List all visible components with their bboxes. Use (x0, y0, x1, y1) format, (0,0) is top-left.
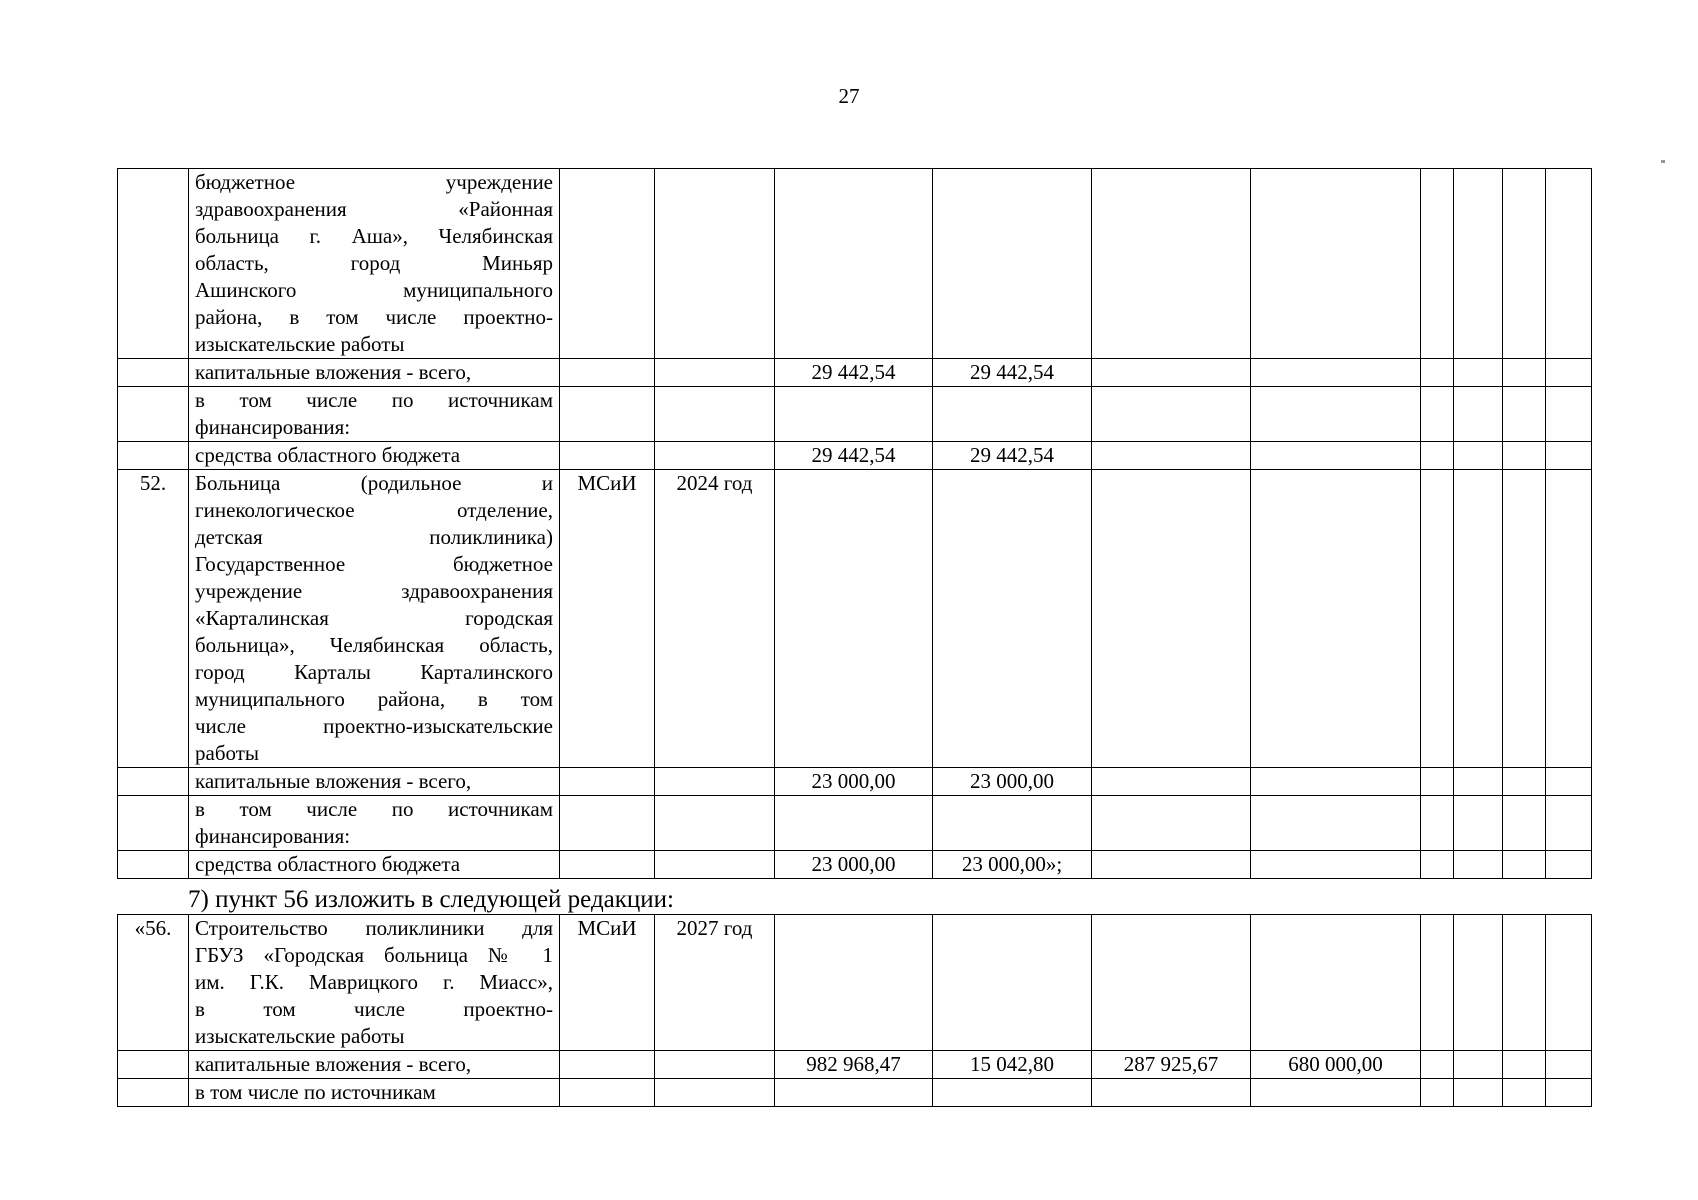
cell-amount: 29 442,54 (775, 359, 933, 387)
cell-agency (560, 1051, 655, 1079)
cell-item-number (118, 442, 189, 470)
cell-amount (1421, 169, 1454, 359)
cell-amount (1251, 169, 1421, 359)
cell-amount (1092, 851, 1251, 879)
cell-amount (1546, 169, 1592, 359)
table-row (118, 851, 1592, 879)
cell-description (189, 768, 560, 796)
cell-item-number (118, 796, 189, 851)
cell-amount (1503, 442, 1546, 470)
cell-completion-year (655, 851, 775, 879)
cell-completion-year (655, 359, 775, 387)
table-row (118, 1051, 1592, 1079)
cell-amount (1421, 915, 1454, 1051)
description-line: бюджетное учреждение (195, 170, 553, 194)
cell-amount (1454, 442, 1503, 470)
description-line: гинекологическое отделение, (195, 498, 553, 522)
cell-amount (1421, 442, 1454, 470)
cell-amount (1421, 796, 1454, 851)
cell-amount: 29 442,54 (775, 442, 933, 470)
cell-amount: 15 042,80 (933, 1051, 1092, 1079)
description-line: в том числе по источникам (195, 797, 553, 821)
description-line: Больница (родильное и (195, 471, 553, 495)
cell-amount: 982 968,47 (775, 1051, 933, 1079)
cell-amount (1092, 915, 1251, 1051)
cell-amount (1421, 387, 1454, 442)
description-line: числе проектно-изыскательские (195, 714, 553, 738)
cell-amount (1421, 851, 1454, 879)
cell-amount (1421, 359, 1454, 387)
description-line: средства областного бюджета (195, 852, 461, 876)
description-line: Строительство поликлиники для (195, 916, 553, 940)
cell-amount (1454, 796, 1503, 851)
cell-item-number (118, 169, 189, 359)
table-row (118, 796, 1592, 851)
cell-amount (1454, 359, 1503, 387)
cell-description (189, 442, 560, 470)
cell-amount (1421, 768, 1454, 796)
description-line: в том числе по источникам (195, 388, 553, 412)
cell-amount (933, 470, 1092, 768)
cell-amount (1503, 796, 1546, 851)
table-row (118, 470, 1592, 768)
cell-amount (1092, 169, 1251, 359)
cell-amount (1421, 1051, 1454, 1079)
description-line: в том числе по источникам (195, 1080, 436, 1104)
description-line: капитальные вложения - всего, (195, 360, 472, 384)
description-line: капитальные вложения - всего, (195, 769, 472, 793)
cell-amount (775, 915, 933, 1051)
cell-agency (560, 387, 655, 442)
cell-amount (1454, 1051, 1503, 1079)
cell-amount (933, 915, 1092, 1051)
cell-agency: МСиИ (560, 470, 655, 768)
cell-amount: 29 442,54 (933, 359, 1092, 387)
cell-item-number (118, 387, 189, 442)
cell-amount (1092, 442, 1251, 470)
cell-description (189, 470, 560, 768)
cell-amount: 23 000,00 (933, 768, 1092, 796)
description-line: ГБУЗ «Городская больница № 1 (195, 943, 553, 967)
investment-table-part-2 (117, 914, 1592, 1107)
cell-amount (1546, 442, 1592, 470)
table-row (118, 915, 1592, 1051)
description-line: в том числе проектно- (195, 997, 553, 1021)
description-line: больница г. Аша», Челябинская (195, 224, 553, 248)
cell-description (189, 387, 560, 442)
description-line: город Карталы Карталинского (195, 660, 553, 684)
description-line: работы (195, 741, 260, 765)
cell-item-number (118, 1051, 189, 1079)
cell-amount (1251, 1079, 1421, 1107)
scan-artifact-dot (1661, 160, 1665, 163)
cell-amount (1503, 387, 1546, 442)
cell-agency: МСиИ (560, 915, 655, 1051)
page-number: 27 (838, 84, 860, 108)
table-row (118, 387, 1592, 442)
cell-agency (560, 796, 655, 851)
cell-item-number (118, 1079, 189, 1107)
cell-amount (933, 1079, 1092, 1107)
cell-completion-year: 2027 год (655, 915, 775, 1051)
table-row (118, 169, 1592, 359)
cell-amount (1251, 796, 1421, 851)
cell-agency (560, 768, 655, 796)
description-line: муниципального района, в том (195, 687, 553, 711)
cell-amount (1092, 359, 1251, 387)
cell-amount (1454, 851, 1503, 879)
description-line: средства областного бюджета (195, 443, 461, 467)
cell-amount: 23 000,00 (775, 851, 933, 879)
cell-amount (1454, 169, 1503, 359)
cell-agency (560, 851, 655, 879)
cell-agency (560, 442, 655, 470)
cell-completion-year (655, 169, 775, 359)
description-line: Государственное бюджетное (195, 552, 553, 576)
cell-completion-year (655, 768, 775, 796)
cell-completion-year (655, 387, 775, 442)
cell-amount (1454, 915, 1503, 1051)
cell-description (189, 915, 560, 1051)
table-row (118, 768, 1592, 796)
cell-amount (1546, 1051, 1592, 1079)
cell-completion-year (655, 1079, 775, 1107)
cell-amount (1251, 470, 1421, 768)
description-line: финансирования: (195, 824, 351, 848)
table-row (118, 442, 1592, 470)
cell-amount: 29 442,54 (933, 442, 1092, 470)
cell-amount (1503, 915, 1546, 1051)
table-row (118, 1079, 1592, 1107)
cell-amount (1092, 1079, 1251, 1107)
cell-amount (1503, 169, 1546, 359)
cell-amount (775, 796, 933, 851)
amendment-heading: 7) пункт 56 изложить в следующей редакции: (188, 886, 674, 913)
cell-amount (933, 796, 1092, 851)
cell-description (189, 851, 560, 879)
cell-description (189, 169, 560, 359)
cell-completion-year: 2024 год (655, 470, 775, 768)
description-line: изыскательские работы (195, 1024, 405, 1048)
cell-item-number: 52. (118, 470, 189, 768)
cell-amount (1092, 796, 1251, 851)
cell-description (189, 1051, 560, 1079)
cell-amount (1503, 851, 1546, 879)
cell-amount (1421, 1079, 1454, 1107)
cell-completion-year (655, 1051, 775, 1079)
cell-amount (1546, 387, 1592, 442)
cell-amount (933, 387, 1092, 442)
cell-item-number (118, 768, 189, 796)
cell-amount (775, 169, 933, 359)
description-line: «Карталинская городская (195, 606, 553, 630)
cell-amount: 23 000,00 (775, 768, 933, 796)
cell-amount (1092, 470, 1251, 768)
cell-completion-year (655, 796, 775, 851)
description-line: здравоохранения «Районная (195, 197, 553, 221)
cell-amount (1454, 470, 1503, 768)
cell-amount (1546, 470, 1592, 768)
description-line: Ашинского муниципального (195, 278, 553, 302)
cell-amount (1546, 851, 1592, 879)
description-line: область, город Миньяр (195, 251, 553, 275)
cell-description (189, 1079, 560, 1107)
cell-amount (1503, 470, 1546, 768)
cell-amount (775, 1079, 933, 1107)
cell-completion-year (655, 442, 775, 470)
description-line: больница», Челябинская область, (195, 633, 553, 657)
cell-item-number (118, 851, 189, 879)
cell-item-number: «56. (118, 915, 189, 1051)
cell-amount (1503, 768, 1546, 796)
cell-agency (560, 1079, 655, 1107)
cell-item-number (118, 359, 189, 387)
cell-amount (1251, 359, 1421, 387)
cell-amount (1454, 387, 1503, 442)
cell-amount (1503, 359, 1546, 387)
cell-amount (1546, 359, 1592, 387)
description-line: детская поликлиника) (195, 525, 553, 549)
cell-amount (933, 169, 1092, 359)
cell-amount (1546, 768, 1592, 796)
cell-amount (1546, 796, 1592, 851)
cell-amount: 23 000,00»; (933, 851, 1092, 879)
table-row (118, 359, 1592, 387)
cell-amount (775, 387, 933, 442)
cell-amount (1546, 1079, 1592, 1107)
description-line: учреждение здравоохранения (195, 579, 553, 603)
cell-amount (1503, 1051, 1546, 1079)
cell-agency (560, 359, 655, 387)
cell-amount (1454, 1079, 1503, 1107)
description-line: капитальные вложения - всего, (195, 1052, 472, 1076)
description-line: изыскательские работы (195, 332, 405, 356)
cell-amount: 680 000,00 (1251, 1051, 1421, 1079)
cell-amount (1546, 915, 1592, 1051)
cell-amount (1251, 442, 1421, 470)
cell-description (189, 359, 560, 387)
description-line: финансирования: (195, 415, 351, 439)
description-line: района, в том числе проектно- (195, 305, 553, 329)
cell-amount (1092, 768, 1251, 796)
cell-amount: 287 925,67 (1092, 1051, 1251, 1079)
cell-amount (1421, 470, 1454, 768)
cell-amount (775, 470, 933, 768)
cell-amount (1454, 768, 1503, 796)
cell-amount (1503, 1079, 1546, 1107)
cell-amount (1251, 387, 1421, 442)
description-line: им. Г.К. Маврицкого г. Миасс», (195, 970, 553, 994)
investment-table-part-1 (117, 168, 1592, 879)
cell-agency (560, 169, 655, 359)
cell-amount (1251, 915, 1421, 1051)
cell-amount (1251, 851, 1421, 879)
cell-description (189, 796, 560, 851)
cell-amount (1092, 387, 1251, 442)
cell-amount (1251, 768, 1421, 796)
